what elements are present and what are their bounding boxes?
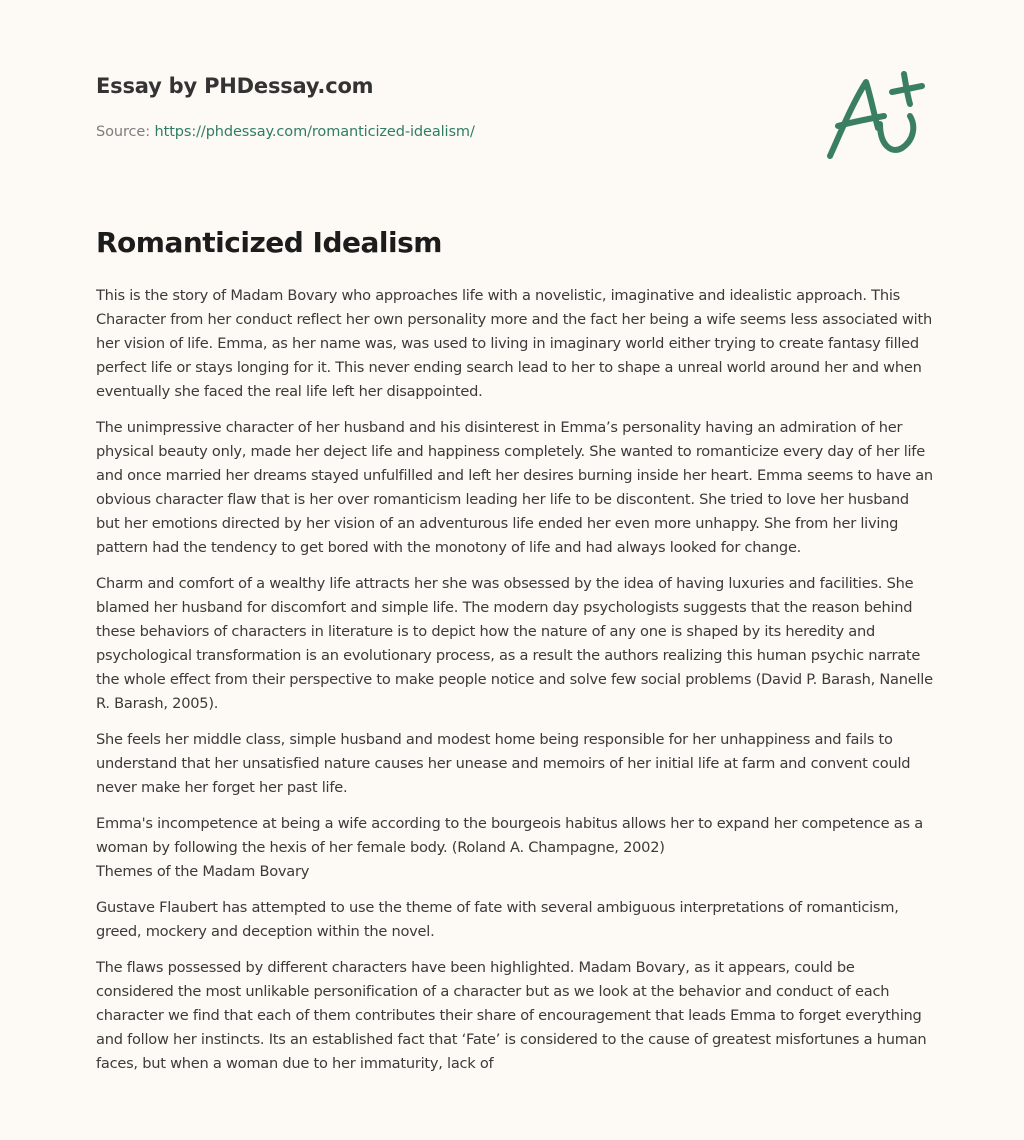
source-line <box>96 124 928 140</box>
page-header <box>96 74 928 140</box>
paragraph: She feels her middle class, simple husband and modest home being responsible for her unhappiness and fails to understand that her unsatisfied nature causes her unease and memoirs of her initial life at farm and convent could never make her forget her past life. <box>96 731 911 796</box>
paragraph-text: Emma's incompetence at being a wife according to the bourgeois habitus allows her to expand her competence as a woman by following the hexis of her female body. (Roland A. Champagne, 2002) <box>96 815 923 856</box>
paragraph: The unimpressive character of her husband and his disinterest in Emma’s personality having an admiration of her physical beauty only, made her deject life and happiness completely. She wanted to romanticize every day of her life and once married her dreams stayed unfulfilled and left her desires burning inside her heart. Emma seems to have an obvious character flaw that is her over romanticism leading her life to be discontent. She tried to love her husband but her emotions directed by her vision of an adventurous life ended her even more unhappy. She from her living pattern had the tendency to get bored with the monotony of life and had always looked for change. <box>96 419 933 556</box>
brand-title: Essay by PHDessay.com <box>96 74 374 98</box>
source-label: Source: <box>96 124 150 140</box>
paragraph: This is the story of Madam Bovary who approaches life with a novelistic, imaginative and idealistic approach. This Character from her conduct reflect her own personality more and the fact her being a wife seems less associated with her vision of life. Emma, as her name was, was used to living in imaginary world either trying to create fantasy filled perfect life or stays longing for it. This never ending search lead to her to shape a unreal world around her and when eventually she faced the real life left her disappointed. <box>96 287 932 400</box>
essay-title: Romanticized Idealism <box>96 226 442 259</box>
a-plus-grade-icon <box>818 64 930 168</box>
paragraph: The flaws possessed by different characters have been highlighted. Madam Bovary, as it appears, could be considered the most unlikable personification of a character but as we look at the behavior and conduct of each character we find that each of them contributes their share of encouragement that leads Emma to forget everything and follow her instincts. Its an established fact that ‘Fate’ is considered to the cause of greatest misfortunes a human faces, but when a woman due to her immaturity, lack of <box>96 959 927 1072</box>
paragraph: Gustave Flaubert has attempted to use the theme of fate with several ambiguous interpretations of romanticism, greed, mockery and deception within the novel. <box>96 899 899 940</box>
paragraph <box>96 812 936 884</box>
essay-body <box>96 284 936 1088</box>
section-subheading: Themes of the Madam Bovary <box>96 863 310 880</box>
source-link[interactable]: https://phdessay.com/romanticized-idealism/ <box>154 124 475 140</box>
paragraph: Charm and comfort of a wealthy life attracts her she was obsessed by the idea of having luxuries and facilities. She blamed her husband for discomfort and simple life. The modern day psychologists suggests that the reason behind these behaviors of characters in literature is to depict how the nature of any one is shaped by its heredity and psychological transformation is an evolutionary process, as a result the authors realizing this human psychic narrate the whole effect from their perspective to make people notice and solve few social problems (David P. Barash, Nanelle R. Barash, 2005). <box>96 575 933 712</box>
